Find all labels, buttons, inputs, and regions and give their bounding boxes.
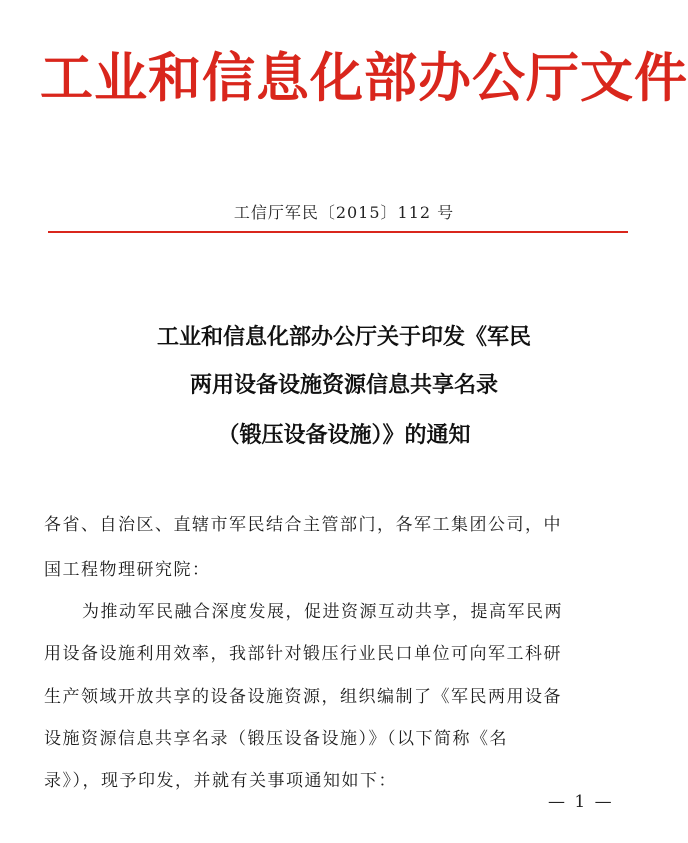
body-text-line: 生产领域开放共享的设备设施资源，组织编制了《军民两用设备 xyxy=(44,687,562,707)
body-text-line: 为推动军民融合深度发展，促进资源互动共享，提高军民两 xyxy=(82,602,563,622)
body-text-line: 录》），现予印发，并就有关事项通知如下： xyxy=(44,771,397,791)
body-text-line: 各省、自治区、直辖市军民结合主管部门，各军工集团公司，中 xyxy=(44,515,562,535)
body-text-line: 国工程物理研究院： xyxy=(44,560,211,580)
notice-title-line-2: 两用设备设施资源信息共享名录 xyxy=(189,373,498,398)
document-header-title: 工业和信息化部办公厅文件 xyxy=(40,48,688,109)
body-text-line: 用设备设施利用效率，我部针对锻压行业民口单位可向军工科研 xyxy=(44,644,562,664)
body-text-line: 设施资源信息共享名录（锻压设备设施）》（以下简称《名 xyxy=(44,729,508,749)
document-number: 工信厅军民〔2015〕112 号 xyxy=(233,203,455,222)
header-divider xyxy=(48,231,628,233)
notice-title-line-1: 工业和信息化部办公厅关于印发《军民 xyxy=(156,325,531,350)
notice-title-line-3: （锻压设备设施）》的通知 xyxy=(217,423,471,448)
page-number: — 1 — xyxy=(548,792,614,812)
